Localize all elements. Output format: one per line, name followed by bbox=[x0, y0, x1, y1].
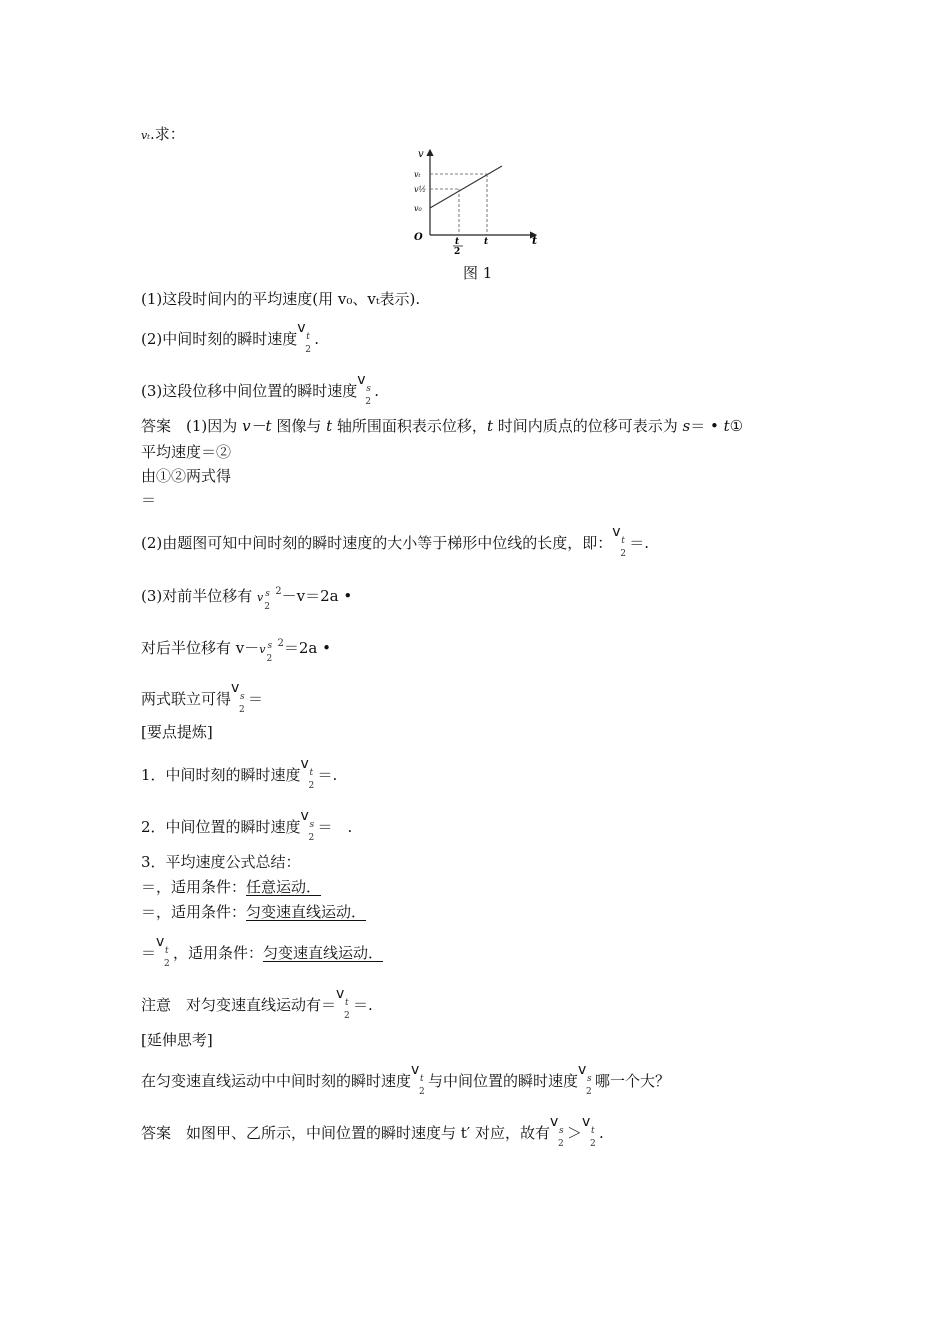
t-half-den: 2 bbox=[454, 247, 461, 256]
t-half-num: t bbox=[455, 237, 460, 247]
figure-caption: 图 1 bbox=[463, 264, 493, 282]
v-s-half: v s 2 bbox=[357, 372, 371, 407]
v0-label: v₀ bbox=[414, 204, 422, 213]
answer-part-1: 答案 (1)因为 v－t 图像与 t 轴所围面积表示位移，t 时间内质点的位移可表示为 s＝ • t① bbox=[141, 417, 744, 435]
key-point-3: 3．平均速度公式总结： bbox=[141, 853, 301, 871]
origin-label: O bbox=[414, 232, 423, 243]
v-s-half: v s 2 bbox=[231, 680, 245, 715]
key-point-2: 2．中间位置的瞬时速度 v s 2 ＝ . bbox=[141, 808, 353, 843]
key-point-1: 1．中间时刻的瞬时速度 v t 2 ＝. bbox=[141, 756, 338, 791]
answer-equals: ＝ bbox=[141, 491, 157, 509]
formula-1: ＝，适用条件：任意运动． bbox=[141, 878, 322, 896]
extension-title: [延伸思考] bbox=[141, 1031, 213, 1049]
v-axis-label: v bbox=[418, 149, 424, 160]
answer-combined: 两式联立可得 v s 2 ＝ bbox=[141, 680, 264, 715]
guide-lines bbox=[430, 174, 487, 235]
question-1: (1)这段时间内的平均速度(用 v₀、vₜ表示). bbox=[141, 290, 421, 308]
vt-label: vₜ bbox=[414, 170, 421, 179]
velocity-time-graph bbox=[408, 146, 548, 256]
question-2: (2)中间时刻的瞬时速度 v t 2 . bbox=[141, 320, 320, 355]
answer-part-2: (2)由题图可知中间时刻的瞬时速度的大小等于梯形中位线的长度，即： v t 2 ＝. bbox=[141, 524, 650, 559]
extension-answer: 答案 如图甲、乙所示，中间位置的瞬时速度与 t′ 对应，故有 v s 2 ＞ v t 2 . bbox=[141, 1114, 604, 1149]
t-label: t bbox=[484, 237, 489, 247]
vhalf-label: v½ bbox=[414, 185, 427, 194]
v-t-half: v t 2 bbox=[297, 320, 311, 355]
v-t-half: v t 2 bbox=[612, 524, 626, 559]
question-3: (3)这段位移中间位置的瞬时速度 v s 2 . bbox=[141, 372, 380, 407]
answer-combine: 由①②两式得 bbox=[141, 467, 232, 485]
answer-second-half: 对后半位移有 v－v s 2 $^2$＝2a • bbox=[141, 638, 331, 664]
answer-average: 平均速度＝② bbox=[141, 443, 232, 461]
answer-part-3: (3)对前半位移有 v s 2 $^2$－v＝2a • bbox=[141, 586, 353, 612]
velocity-line bbox=[430, 166, 502, 208]
formula-3: ＝ v t 2 ，适用条件：匀变速直线运动． bbox=[141, 934, 384, 969]
intro-line: vₜ.求： bbox=[141, 125, 185, 143]
t-axis-label: t bbox=[532, 234, 538, 247]
note-line: 注意 对匀变速直线运动有＝ v t 2 ＝. bbox=[141, 986, 373, 1021]
key-points-title: [要点提炼] bbox=[141, 723, 213, 741]
formula-2: ＝，适用条件：匀变速直线运动． bbox=[141, 903, 367, 921]
extension-question: 在匀变速直线运动中中间时刻的瞬时速度 v t 2 与中间位置的瞬时速度 v s 2 哪一个大？ bbox=[141, 1062, 671, 1097]
